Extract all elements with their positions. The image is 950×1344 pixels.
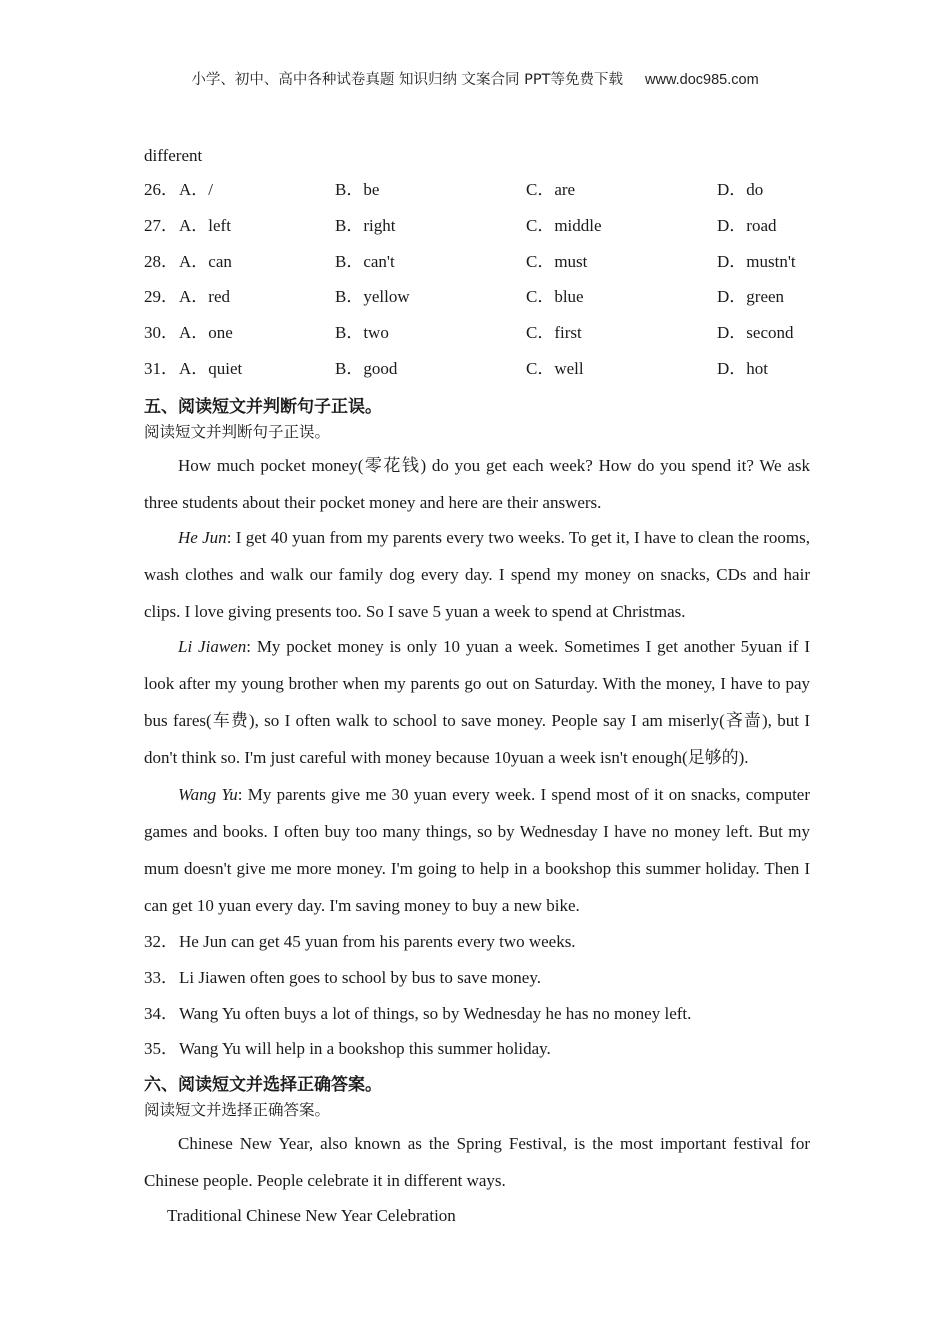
section-5-subtitle: 阅读短文并判断句子正误。 (144, 423, 331, 441)
question-row-31 (144, 357, 844, 381)
option-d: D．do (717, 180, 764, 199)
option-c: C．must (526, 252, 588, 271)
option-b: B．good (335, 359, 398, 378)
option-b: B．can't (335, 252, 395, 271)
option-b: B．right (335, 216, 396, 235)
paragraph-text: : I get 40 yuan from my parents every two weeks. To get it, I have to clean the rooms, wash clothes and walk our family dog every day. I spend my money on snacks, CDs and hair clips. I love giving presents too. So I save 5 yuan a week to spend at Christmas. (144, 528, 810, 621)
section-5-intro (144, 447, 810, 521)
option-a: A．left (179, 216, 231, 235)
option-b: B．yellow (335, 287, 410, 306)
question-number: 29． (144, 287, 178, 306)
statement-34 (144, 1003, 691, 1025)
question-row-29 (144, 285, 844, 309)
statement-text: Wang Yu will help in a bookshop this summer holiday. (179, 1039, 551, 1058)
paragraph-wang-yu (144, 776, 810, 924)
statement-number: 32． (144, 932, 178, 951)
statement-35 (144, 1038, 551, 1060)
option-d: D．green (717, 287, 785, 306)
question-row-27 (144, 214, 844, 238)
speaker-name: Wang Yu (178, 785, 238, 804)
header-text: 小学、初中、高中各种试卷真题 知识归纳 文案合同 PPT等免费下载 (191, 72, 624, 88)
header-site-link[interactable]: www.doc985.com (645, 72, 759, 88)
option-d: D．road (717, 216, 777, 235)
section-6-subtitle: 阅读短文并选择正确答案。 (144, 1101, 331, 1119)
statement-number: 34． (144, 1004, 178, 1023)
question-number: 28． (144, 252, 178, 271)
intro-text: How much pocket money(零花钱) do you get each week? How do you spend it? We ask three students about their pocket money and here are their answers. (144, 456, 810, 512)
option-a: A．quiet (179, 359, 243, 378)
question-number: 31． (144, 359, 178, 378)
option-c: C．are (526, 180, 576, 199)
question-number: 30． (144, 323, 178, 342)
option-d: D．mustn't (717, 252, 796, 271)
section-6-title: 六、阅读短文并选择正确答案。 (144, 1075, 382, 1095)
top-word: different (144, 146, 203, 165)
paragraph-li-jiawen (144, 628, 810, 776)
statement-text: Li Jiawen often goes to school by bus to save money. (179, 968, 541, 987)
section-6-heading: Traditional Chinese New Year Celebration (167, 1206, 456, 1225)
section-5-title: 五、阅读短文并判断句子正误。 (144, 397, 382, 417)
question-number: 26． (144, 180, 178, 199)
option-a: A．red (179, 287, 230, 306)
speaker-name: Li Jiawen (178, 637, 247, 656)
statement-number: 33． (144, 968, 178, 987)
option-c: C．blue (526, 287, 584, 306)
page-header (0, 68, 950, 89)
statement-text: Wang Yu often buys a lot of things, so by Wednesday he has no money left. (179, 1004, 692, 1023)
statement-33 (144, 967, 541, 989)
option-d: D．hot (717, 359, 768, 378)
paragraph-he-jun (144, 519, 810, 630)
option-b: B．be (335, 180, 380, 199)
statement-32 (144, 931, 576, 953)
section-6-intro (144, 1125, 810, 1199)
option-c: C．middle (526, 216, 602, 235)
speaker-name: He Jun (178, 528, 227, 547)
option-c: C．first (526, 323, 582, 342)
option-a: A．can (179, 252, 232, 271)
question-row-28 (144, 250, 844, 274)
option-b: B．two (335, 323, 389, 342)
option-c: C．well (526, 359, 584, 378)
intro-text: Chinese New Year, also known as the Spring Festival, is the most important festival for Chinese people. People celebrate it in different ways. (144, 1134, 810, 1190)
paragraph-text: : My pocket money is only 10 yuan a week. Sometimes I get another 5yuan if I look after my young brother when my parents go out on Saturday. With the money, I have to pay bus fares(车费), so I often walk to school to save money. People say I am miserly(吝啬), but I don't think so. I'm just careful with money because 10yuan a week isn't enough(足够的). (144, 637, 810, 767)
option-a: A．one (179, 323, 233, 342)
statement-text: He Jun can get 45 yuan from his parents every two weeks. (179, 932, 576, 951)
paragraph-text: : My parents give me 30 yuan every week. I spend most of it on snacks, computer games and books. I often buy too many things, so by Wednesday I have no money left. But my mum doesn't give me more money. I'm going to help in a bookshop this summer holiday. Then I can get 10 yuan every day. I'm saving money to buy a new bike. (144, 785, 810, 915)
option-d: D．second (717, 323, 794, 342)
statement-number: 35． (144, 1039, 178, 1058)
question-row-26 (144, 178, 844, 202)
question-row-30 (144, 321, 844, 345)
question-number: 27． (144, 216, 178, 235)
option-a: A．/ (179, 180, 213, 199)
